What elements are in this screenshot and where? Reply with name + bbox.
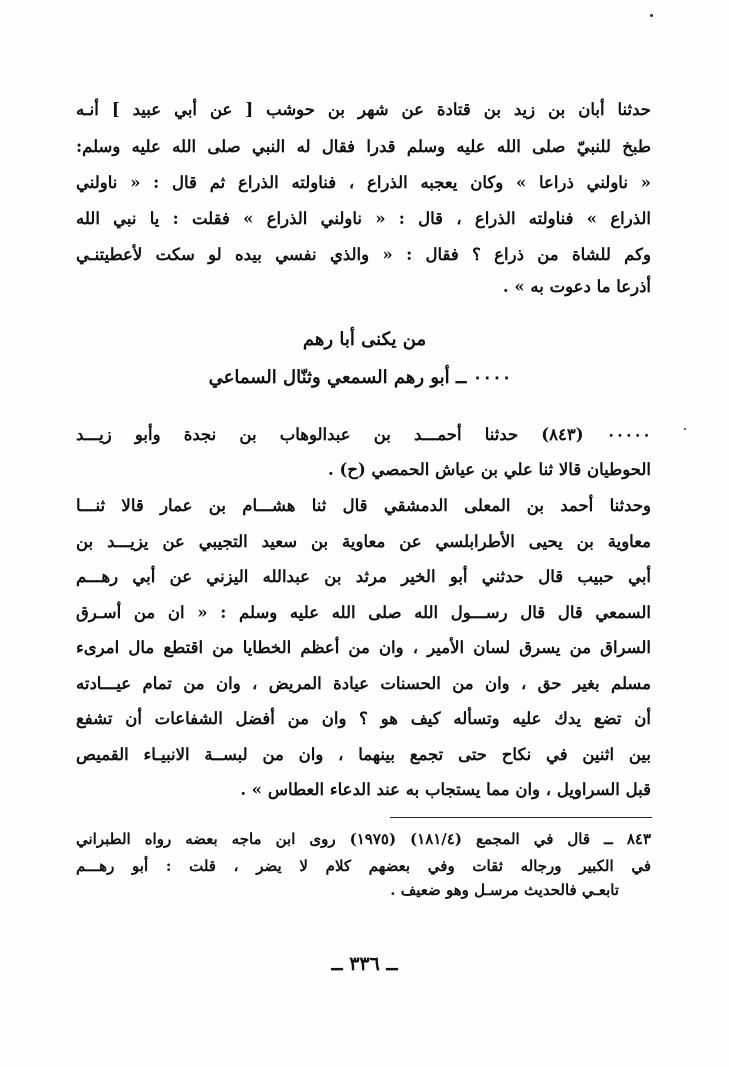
footnote-line: في الكبير ورجاله ثقات وفي بعضهم كلام لا يضر ، قلت : أبو رهـــم — [76, 857, 651, 875]
text-line: ٠٠٠٠٠ (٨٤٣) حدثنا أحمـــد بن عبدالوهاب بن نجدة وأبو زيـــد — [76, 425, 651, 444]
text-line: مسلم بغير حق ، وان من الحسنات عيادة المريض ، وان من تمام عيـــادته — [76, 674, 651, 693]
text-line: « ناولني ذراعا » وكان يعجبه الذراع ، فناولته الذراع ثم قال : « ناولني — [76, 173, 651, 192]
text-line: الحوطيان قالا ثنا علي بن عياش الحمصي (ح) . — [328, 460, 651, 479]
text-line: أبي حبيب قال حدثني أبو الخير مرثد بن عبدالله اليزني عن أبي رهـــم — [76, 567, 651, 586]
footnote-separator — [390, 817, 652, 818]
text-line: أن تضع يدك عليه وتسأله كيف هو ؟ وان من أفضل الشفاعات أن تشفع — [76, 709, 651, 728]
text-line: وحدثنا أحمد بن المعلى الدمشقي قال ثنا هشـــام بن عمار قالا ثنـــا — [76, 496, 651, 515]
footnote-line: ٨٤٣ ــ قال في المجمع (١٨١/٤) (١٩٧٥) روى ابن ماجه بعضه رواه الطبراني — [76, 830, 651, 848]
text-line: السراق من يسرق لسان الأمير ، وان من أعظم الخطايا من اقتطع مال امرىء — [76, 638, 651, 657]
print-speck — [650, 14, 653, 17]
section-title: من يكنى أبا رهم — [302, 329, 427, 350]
footnote-line: تابعـي فالحديث مرسـل وهو ضعيف . — [390, 881, 619, 899]
text-line: وكم للشاة من ذراع ؟ فقال : « والذي نفسي بيده لو سكت لأعطيتنـي — [76, 245, 651, 264]
text-line: بين اثنين في نكاح حتى تجمع بينهما ، وان من لبســة الانبيـاء القميص — [76, 745, 651, 764]
text-line: طبخ للنبيّ صلى الله عليه وسلم قدرا فقال له النبي صلى الله عليه وسلم: — [76, 137, 651, 156]
text-line: السمعي قال قال رســـول الله صلى الله عليه وسلم : « ان من أسـرق — [76, 603, 651, 622]
section-subtitle: ٠٠٠٠ ــ أبو رهم السمعي وثنّال السماعي — [208, 367, 512, 388]
print-speck — [684, 428, 686, 430]
text-line: معاوية بن يحيى الأطرابلسي عن معاوية بن سعيد التجيبي عن يزيـــد بن — [76, 532, 651, 551]
text-line: قبل السراويل ، وان مما يستجاب به عند الدعاء العطاس » . — [240, 780, 651, 799]
page-number: ــ ٣٣٦ ــ — [331, 953, 398, 975]
text-line: حدثنا أبان بن زيد بن قتادة عن شهر بن حوشب [ عن أبي عبيد ] أنـه — [76, 100, 651, 119]
text-line: الذراع » فناولته الذراع ، قال : « ناولني الذراع » فقلت : يا نبي الله — [76, 209, 651, 228]
text-line: أذرعا ما دعوت به » . — [502, 277, 651, 296]
